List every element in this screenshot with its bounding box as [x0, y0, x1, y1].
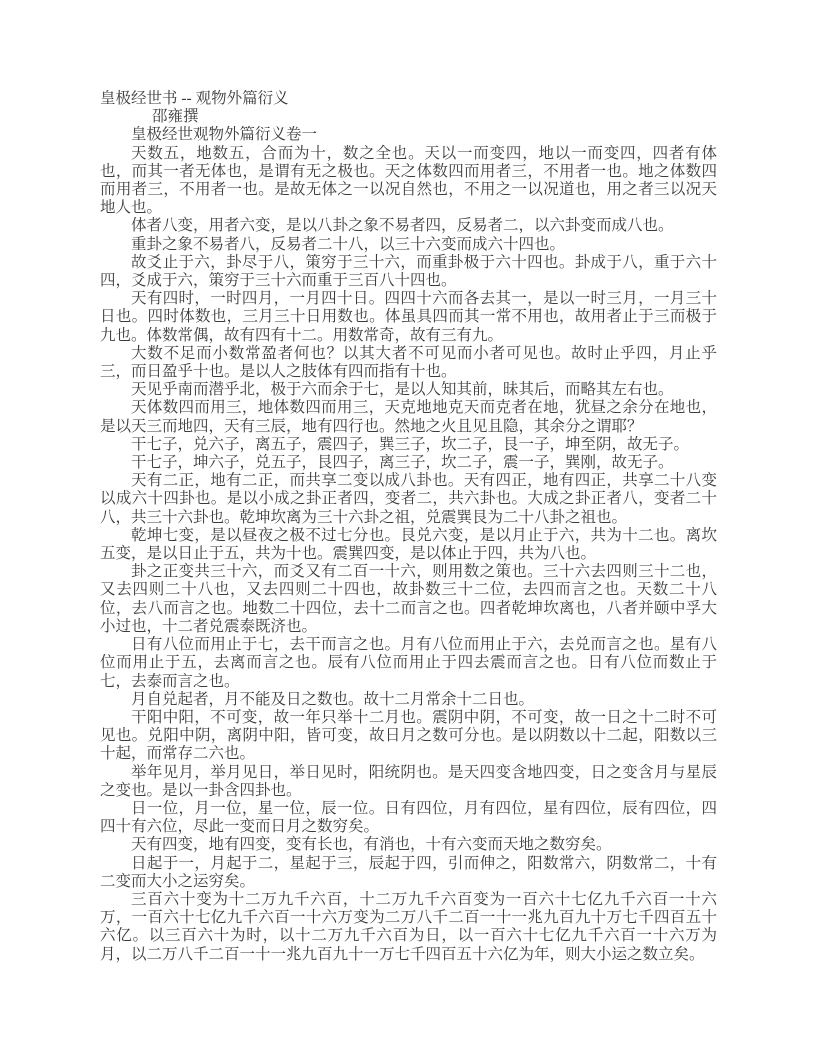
paragraph: 天有四时，一时四月，一月四十日。四四十六而各去其一，是以一时三月，一月三十日也。四时体数也，三月三十日用数也。体虽具四而其一常不用也，故用者止于三而极于九也。体数常偶，故有四有十二。用数常奇，故有三有九。	[100, 290, 717, 344]
paragraph: 月自兑起者，月不能及日之数也。故十二月常余十二日也。	[131, 690, 535, 708]
paragraph: 天体数四而用三，地体数四而用三，天克地地克天而克者在地，犹昼之余分在地也，是以天三而地四，天有三辰，地有四行也。然地之火且见且隐，其余分之谓耶？	[100, 399, 717, 435]
paragraph: 日有八位而用止于七，去干而言之也。月有八位而用止于六，去兑而言之也。星有八位而用止于五，去离而言之也。辰有八位而用止于四去震而言之也。日有八位而数止于七，去泰而言之也。	[100, 636, 717, 690]
volume-heading: 皇极经世观物外篇衍义卷一	[131, 126, 318, 144]
paragraph: 干七子，坤六子，兑五子，艮四子，离三子，坎二子，震一子，巽刚，故无子。	[131, 454, 674, 472]
paragraph: 干阳中阳，不可变，故一年只举十二月也。震阴中阴，不可变，故一日之十二时不可见也。兑阳中阴，离阴中阳，皆可变，故日月之数可分也。是以阴数以十二起，阳数以三十起，而常存二六也。	[100, 708, 717, 763]
author-line: 邵雍撰	[152, 108, 199, 126]
paragraph: 卦之正变共三十六，而爻又有二百一十六，则用数之策也。三十六去四则三十二也，又去四则二十八也，又去四则二十四也，故卦数三十二位，去四而言之也。天数二十八位，去八而言之也。地数二十四位，去十二而言之也。四者乾坤坎离也，八者并颐中孚大小过也，十二者兑震泰既济也。	[100, 563, 717, 635]
paragraph: 天有二正，地有二正，而共享二变以成八卦也。天有四正，地有四正，共享二十八变以成六十四卦也。是以小成之卦正者四，变者二，共六卦也。大成之卦正者八，变者二十八，共三十六卦也。乾坤坎离为三十六卦之祖，兑震巽艮为二十八卦之祖也。	[100, 472, 717, 526]
paragraph: 天数五，地数五，合而为十，数之全也。天以一而变四，地以一而变四，四者有体也，而其一者无体也，是谓有无之极也。天之体数四而用者三，不用者一也。地之体数四而用者三，不用者一也。是故无体之一以况自然也，不用之一以况道也，用之者三以况天地人也。	[100, 144, 717, 217]
paragraph: 天有四变，地有四变，变有长也，有消也，十有六变而天地之数穷矣。	[131, 836, 612, 854]
document-title: 皇极经世书 -- 观物外篇衍义	[100, 90, 289, 107]
paragraph: 三百六十变为十二万九千六百，十二万九千六百变为一百六十七亿九千六百一十六万，一百六十七亿九千六百一十六万变为二万八千二百一十一兆九百九十万七千四百五十六亿。以三百六十为时，以十二万九千六百为日，以一百六十七亿九千六百一十六万为月，以二万八千二百一十一兆九百九十一万七千四百五十六亿为年，则大小运之数立矣。	[100, 890, 717, 963]
paragraph: 日一位，月一位，星一位，辰一位。日有四位，月有四位，星有四位，辰有四位，四四十有六位，尽此一变而日月之数穷矣。	[100, 799, 717, 836]
paragraph: 体者八变，用者六变，是以八卦之象不易者四，反易者二，以六卦变而成八也。	[131, 217, 674, 235]
paragraph: 日起于一，月起于二，星起于三，辰起于四，引而伸之，阳数常六，阴数常二，十有二变而大小之运穷矣。	[100, 854, 717, 890]
paragraph: 举年见月，举月见日，举日见时，阳统阴也。是天四变含地四变，日之变含月与星辰之变也。是以一卦含四卦也。	[100, 763, 717, 799]
paragraph: 故爻止于六，卦尽于八，策穷于三十六，而重卦极于六十四也。卦成于八，重于六十四，爻成于六，策穷于三十六而重于三百八十四也。	[100, 253, 717, 290]
paragraph: 大数不足而小数常盈者何也？以其大者不可见而小者可见也。故时止乎四，月止乎三，而日盈乎十也。是以人之肢体有四而指有十也。	[100, 344, 717, 381]
paragraph: 乾坤七变，是以昼夜之极不过七分也。艮兑六变，是以月止于六，共为十二也。离坎五变，是以日止于五，共为十也。震巽四变，是以体止于四，共为八也。	[100, 526, 717, 563]
paragraph: 干七子，兑六子，离五子，震四子，巽三子，坎二子，艮一子，坤至阴，故无子。	[131, 435, 690, 453]
paragraph: 天见乎南而潜乎北，极于六而余于七，是以人知其前，昧其后，而略其左右也。	[131, 381, 674, 399]
paragraph: 重卦之象不易者八，反易者二十八，以三十六变而成六十四也。	[131, 235, 566, 253]
